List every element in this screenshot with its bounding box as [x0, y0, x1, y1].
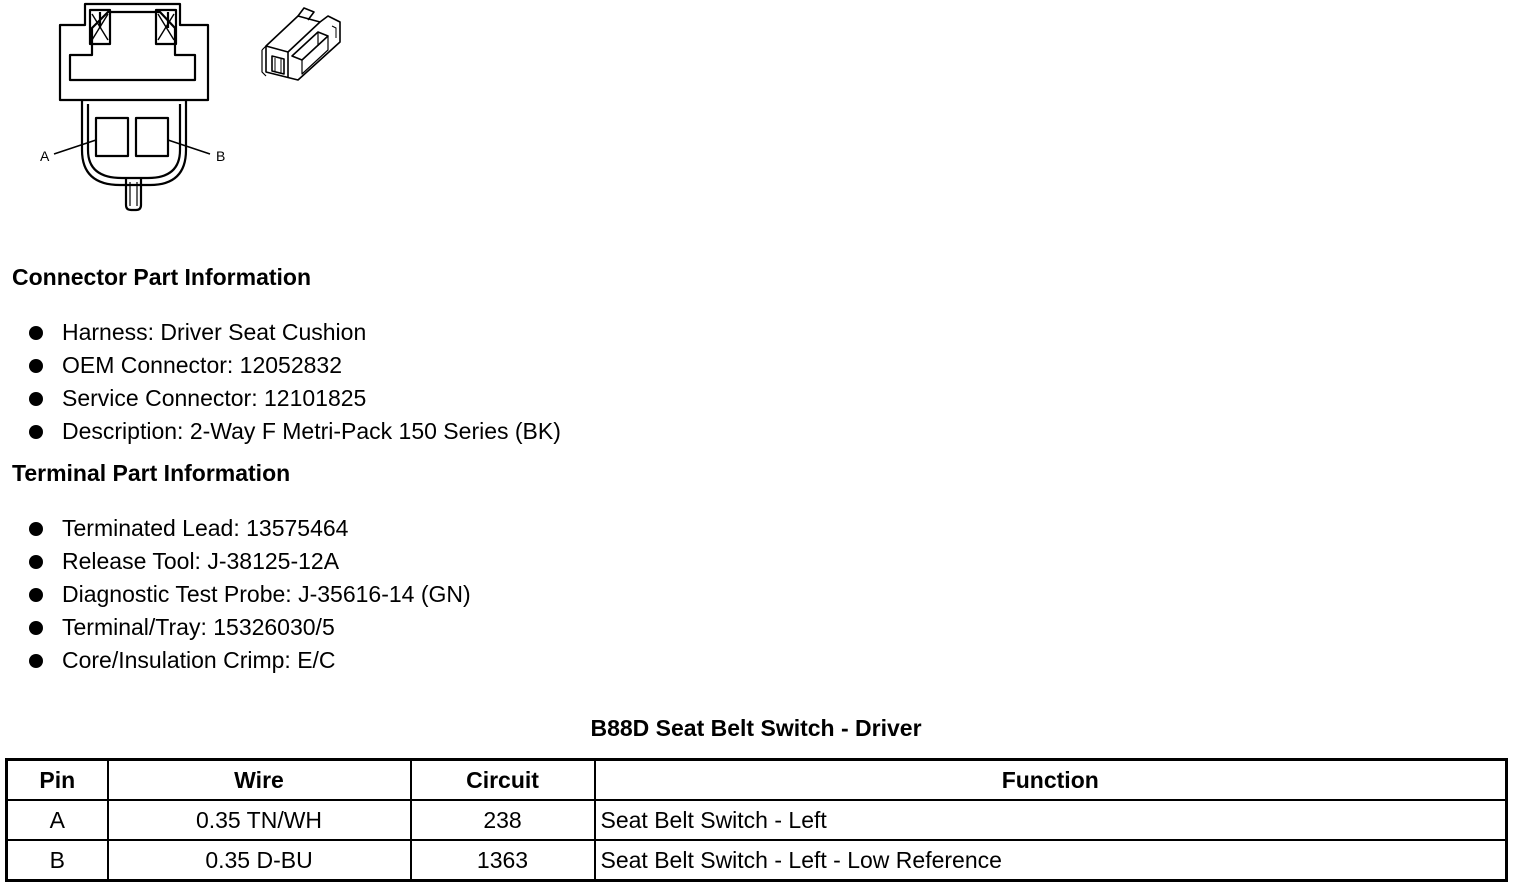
list-item: [28, 349, 561, 382]
bullet-icon: [29, 555, 43, 569]
list-item: [28, 611, 471, 644]
connector-info-heading: Connector Part Information: [12, 264, 312, 290]
list-item: [28, 545, 471, 578]
bullet-icon: [29, 522, 43, 536]
list-item-text: Harness: Driver Seat Cushion: [62, 319, 367, 345]
bullet-icon: [29, 359, 43, 373]
list-item-text: Terminated Lead: 13575464: [62, 515, 349, 541]
list-item-text: Release Tool: J-38125-12A: [62, 548, 340, 574]
bullet-icon: [29, 654, 43, 668]
list-item-text: Core/Insulation Crimp: E/C: [62, 647, 336, 673]
header-pin: Pin: [7, 760, 108, 801]
table-header-row: [7, 760, 1507, 801]
header-function: Function: [595, 760, 1507, 801]
cell-function: Seat Belt Switch - Left: [595, 800, 1507, 840]
list-item: [28, 382, 561, 415]
cell-wire: 0.35 TN/WH: [108, 800, 411, 840]
header-circuit: Circuit: [411, 760, 595, 801]
list-item: [28, 415, 561, 448]
bullet-icon: [29, 588, 43, 602]
bullet-icon: [29, 621, 43, 635]
bullet-icon: [29, 326, 43, 340]
list-item-text: Diagnostic Test Probe: J-35616-14 (GN): [62, 581, 471, 607]
table-row: [7, 800, 1507, 840]
list-item-text: OEM Connector: 12052832: [62, 352, 343, 378]
cell-circuit: 1363: [411, 840, 595, 881]
cell-circuit: 238: [411, 800, 595, 840]
cell-pin: A: [7, 800, 108, 840]
header-wire: Wire: [108, 760, 411, 801]
bullet-icon: [29, 392, 43, 406]
list-item: [28, 316, 561, 349]
pinout-table-title: B88D Seat Belt Switch - Driver: [590, 715, 922, 741]
cell-function: Seat Belt Switch - Left - Low Reference: [595, 840, 1507, 881]
connector-face-diagram: [30, 0, 250, 220]
connector-isometric-diagram: [258, 6, 348, 92]
list-item: [28, 578, 471, 611]
pinout-table: [5, 758, 1508, 882]
list-item-text: Description: 2-Way F Metri-Pack 150 Series (BK): [62, 418, 561, 444]
pin-label-b: B: [216, 148, 226, 164]
list-item-text: Terminal/Tray: 15326030/5: [62, 614, 335, 640]
list-item: [28, 512, 471, 545]
connector-info-list: [28, 316, 561, 448]
bullet-icon: [29, 425, 43, 439]
list-item: [28, 644, 471, 677]
cell-wire: 0.35 D-BU: [108, 840, 411, 881]
list-item-text: Service Connector: 12101825: [62, 385, 367, 411]
terminal-info-list: [28, 512, 471, 677]
cell-pin: B: [7, 840, 108, 881]
pin-label-a: A: [40, 148, 50, 164]
terminal-info-heading: Terminal Part Information: [12, 460, 291, 486]
table-row: [7, 840, 1507, 881]
